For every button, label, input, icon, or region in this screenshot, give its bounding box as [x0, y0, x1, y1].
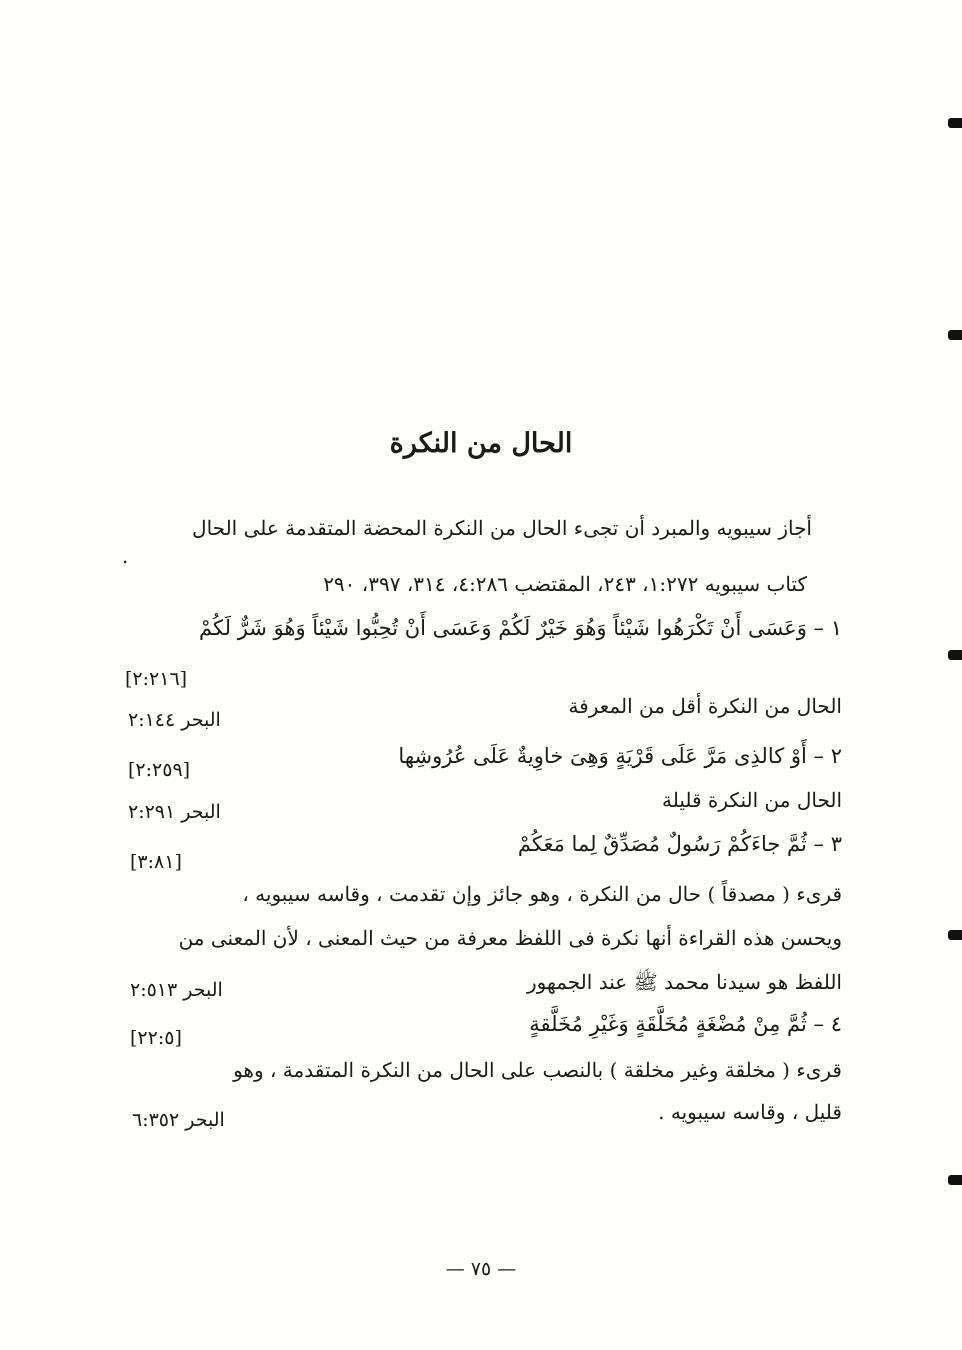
verse-2: ٢ – أَوْ كالذِى مَرَّ عَلَى قَرْيَةٍ وَهِىَ خاوِيةٌ عَلَى عُرُوشِها	[398, 744, 842, 768]
page-title: الحال من النكرة	[389, 428, 573, 459]
commentary-2-line-2: قليل ، وقاسه سيبويه .	[658, 1100, 842, 1124]
commentary-1-line-3: اللفظ هو سيدنا محمد ﷺ عند الجمهور	[527, 970, 842, 994]
commentary-1-line-1: قرىء ( مصدقاً ) حال من النكرة ، وهو جائز وإن تقدمت ، وقاسه سيبويه ،	[242, 882, 842, 906]
binding-mark	[948, 118, 962, 128]
intro-line-1: أجاز سيبويه والمبرد أن تجىء الحال من النكرة المحضة المتقدمة على الحال	[192, 516, 812, 540]
verse-3: ٣ – ثُمَّ جاءَكُمْ رَسُولٌ مُصَدِّقٌ لِما مَعَكُمْ	[517, 832, 842, 856]
note-2: الحال من النكرة أقل من المعرفة	[568, 694, 842, 718]
source-2: البحر ٢:١٤٤	[128, 709, 221, 731]
note-3: الحال من النكرة قليلة	[662, 788, 842, 812]
binding-mark	[948, 930, 962, 940]
verse-1: ١ – وَعَسَى أَنْ تَكْرَهُوا شَيْئاً وَهُوَ خَيْرٌ لَكُمْ وَعَسَى أَنْ تُحِبُّوا شَيْئاً وَهُوَ شَرٌّ لَكُمْ	[199, 616, 842, 640]
page-number: — ٧٥ —	[445, 1258, 517, 1280]
commentary-2-line-1: قرىء ( مخلقة وغير مخلقة ) بالنصب على الحال من النكرة المتقدمة ، وهو	[233, 1058, 842, 1082]
intro-line-2: .	[122, 544, 129, 568]
binding-mark	[948, 330, 962, 340]
source-3: البحر ٢:٢٩١	[128, 801, 221, 823]
verse-2-ref: [٢:٢٥٩]	[128, 759, 191, 781]
commentary-1-source: البحر ٢:٥١٣	[130, 979, 223, 1001]
verse-4-ref: [٢٢:٥]	[130, 1027, 182, 1049]
commentary-2-source: البحر ٦:٣٥٢	[132, 1109, 225, 1131]
binding-mark	[948, 650, 962, 660]
verse-1-ref: [٢:٢١٦]	[125, 668, 188, 690]
verse-4: ٤ – ثُمَّ مِنْ مُضْغَةٍ مُخَلَّقَةٍ وَغَيْرِ مُخَلَّقةٍ	[529, 1012, 842, 1036]
binding-mark	[948, 1175, 962, 1185]
verse-3-ref: [٣:٨١]	[130, 851, 182, 873]
intro-sources: كتاب سيبويه ١:٢٧٢، ٢٤٣، المقتضب ٤:٢٨٦، ٣١٤، ٣٩٧، ٢٩٠	[323, 572, 807, 596]
commentary-1-line-2: ويحسن هذه القراءة أنها نكرة فى اللفظ معرفة من حيث المعنى ، لأن المعنى من	[178, 926, 842, 950]
